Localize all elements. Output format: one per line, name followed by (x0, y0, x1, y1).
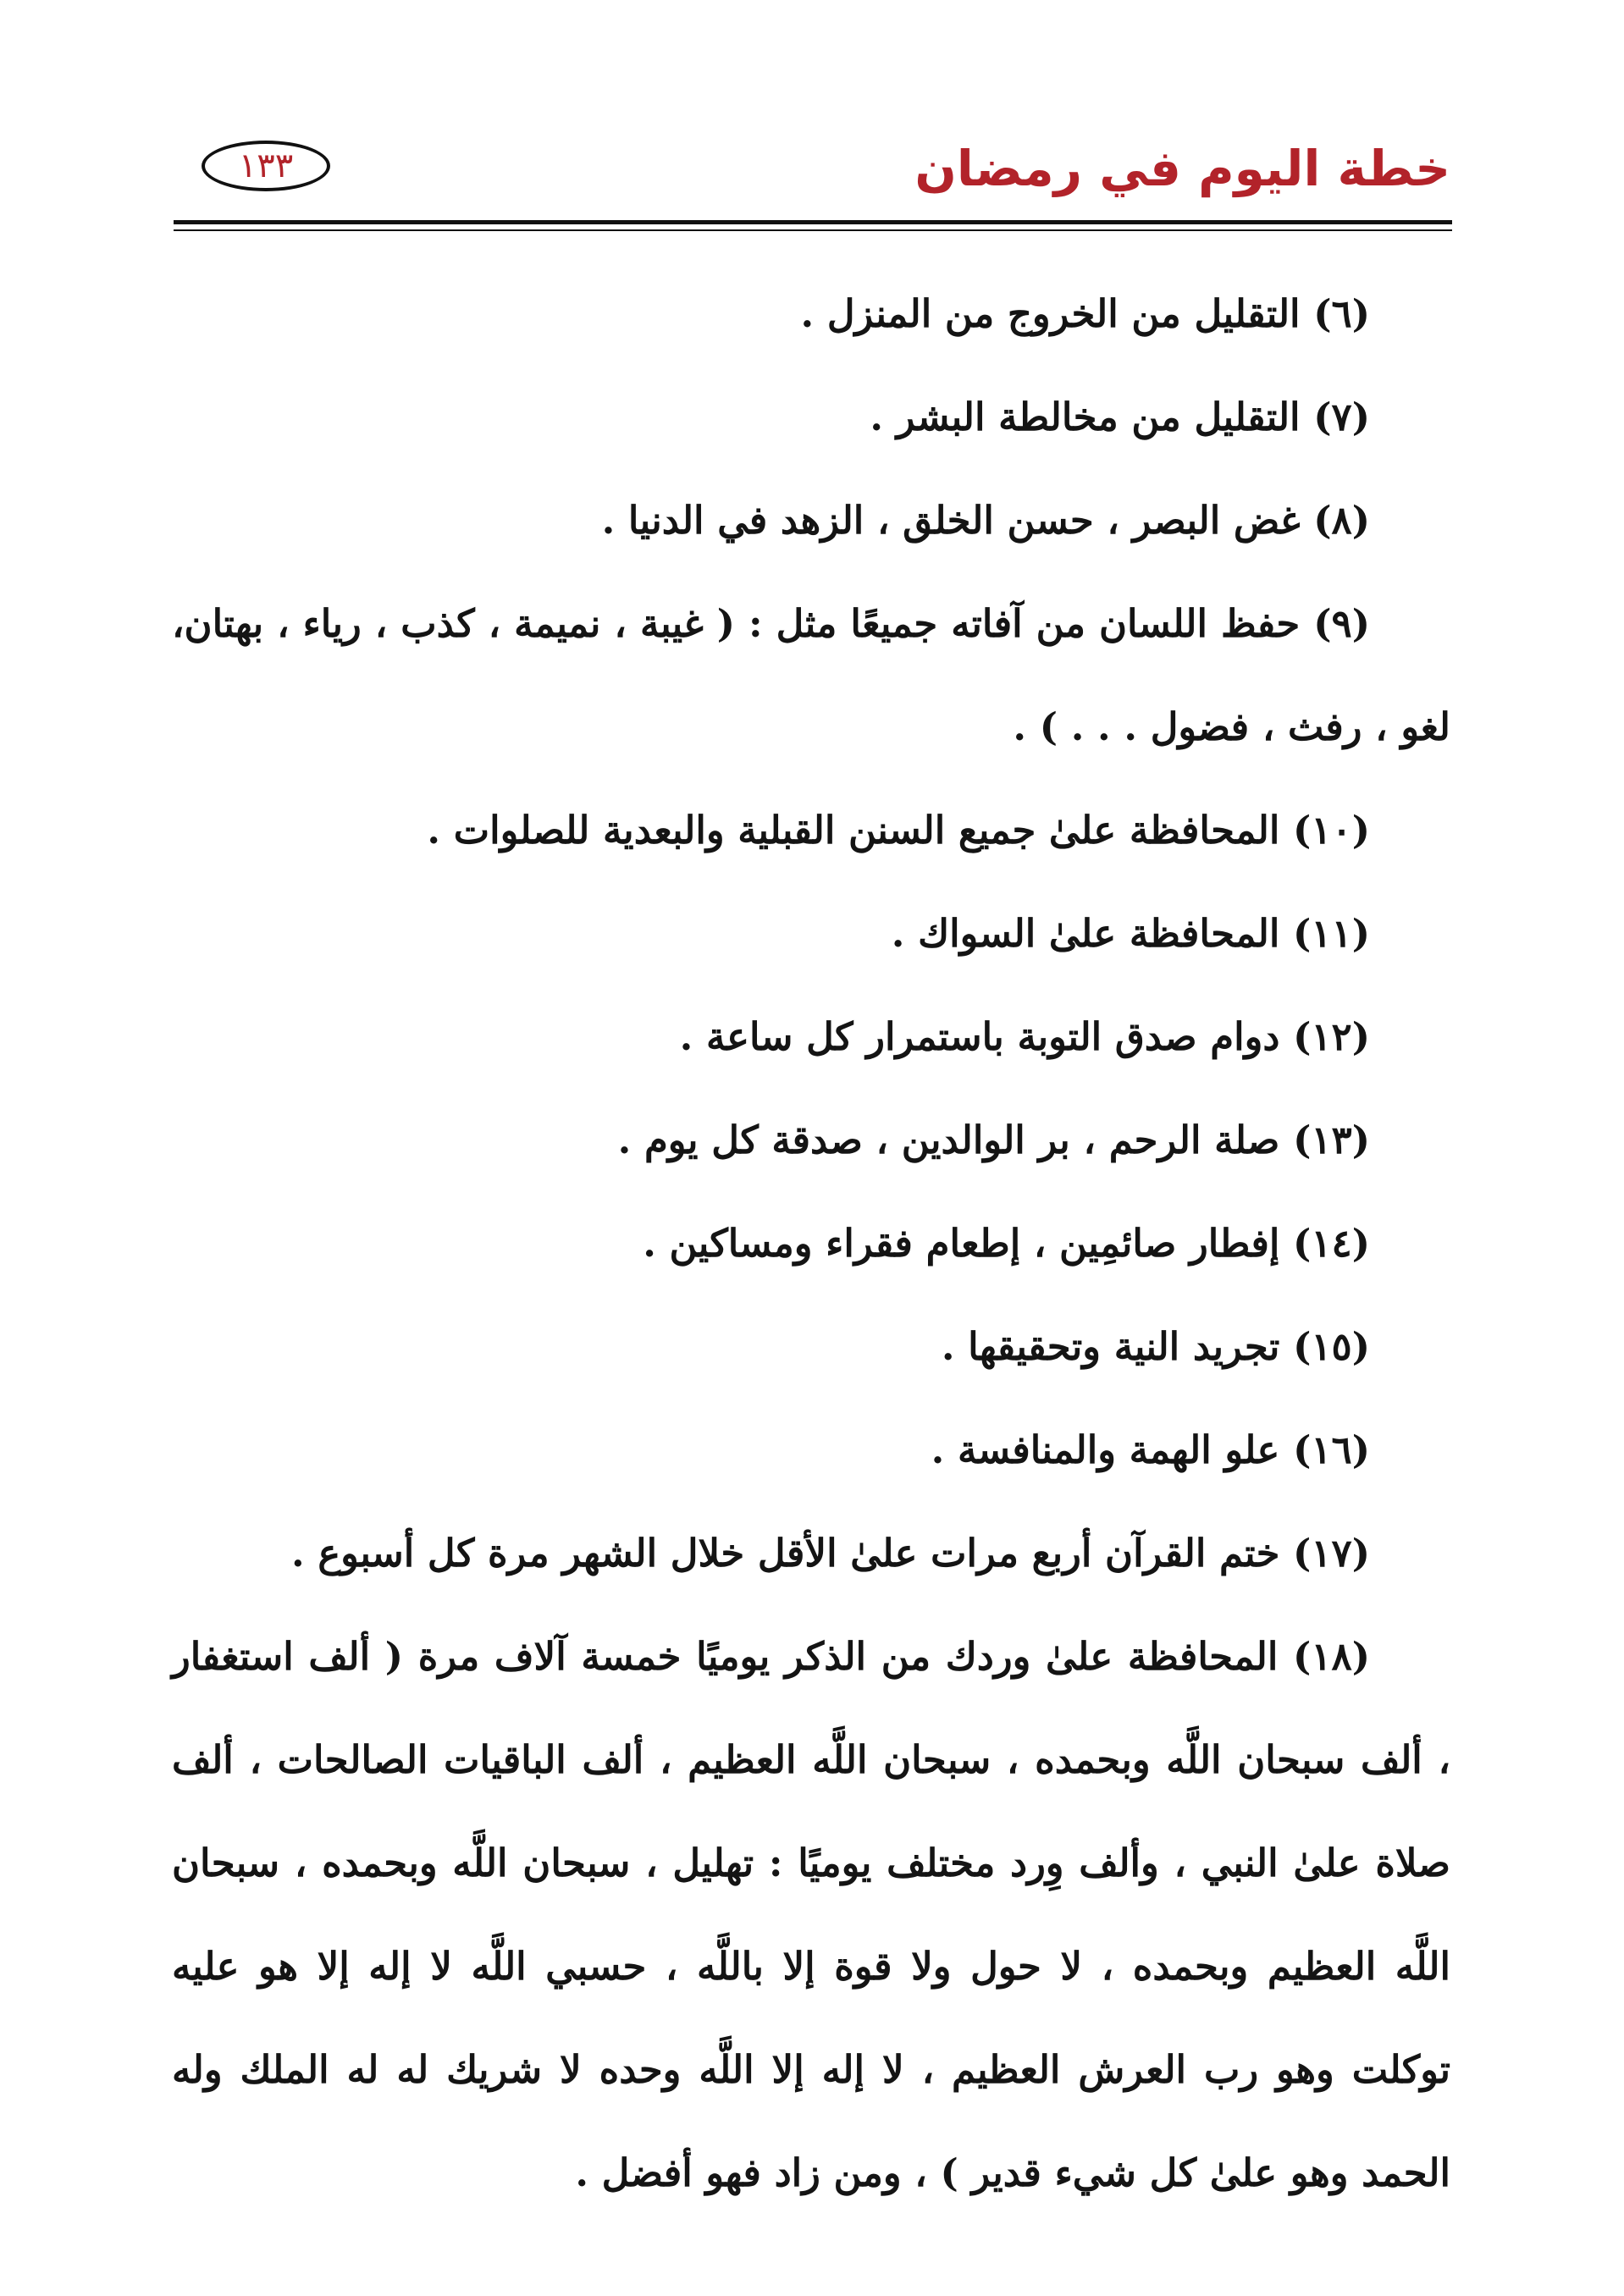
list-item-15: (١٥) تجريد النية وتحقيقها . (941, 1324, 1370, 1369)
page-body (172, 262, 1450, 2225)
list-item-11: (١١) المحافظة علىٰ السواك . (891, 911, 1370, 956)
list-item-8: (٨) غض البصر ، حسن الخلق ، الزهد في الدنيا . (601, 498, 1370, 543)
list-item-9: (٩) حفظ اللسان من آفاته جميعًا مثل : ( غيبة ، نميمة ، كذب ، رياء ، بهتان، لغو ، رفث ، فضول . . . ) . (172, 601, 1450, 749)
list-item-7: (٧) التقليل من مخالطة البشر . (870, 395, 1370, 439)
list-item-12: (١٢) دوام صدق التوبة باستمرار كل ساعة . (679, 1014, 1370, 1059)
list-item-14: (١٤) إفطار صائمِين ، إطعام فقراء ومساكين . (643, 1221, 1370, 1266)
header-rule-thick (174, 220, 1452, 224)
list-item-10: (١٠) المحافظة علىٰ جميع السنن القبلية والبعدية للصلوات . (427, 808, 1370, 853)
header-rule-thin (174, 229, 1452, 231)
page-header (0, 0, 1624, 246)
list-item-16: (١٦) علو الهمة والمنافسة . (931, 1427, 1370, 1472)
list-item-17: (١٧) ختم القرآن أربع مرات علىٰ الأقل خلال الشهر مرة كل أسبوع . (290, 1531, 1370, 1576)
running-title: خطة اليوم في رمضان (914, 140, 1450, 197)
list-item-18: (١٨) المحافظة علىٰ وردك من الذكر يوميًا خمسة آلاف مرة ( ألف استغفار ، ألف سبحان اللَّه وبحمده ، سبحان اللَّه العظيم ، ألف الباقيات الصالحات ، ألف صلاة علىٰ النبي ، وألف وِرد مختلف يوميًا : تهليل ، سبحان اللَّه وبحمده ، سبحان اللَّه العظيم وبحمده ، لا حول ولا قوة إلا باللَّه ، حسبي اللَّه لا إله إلا هو عليه توكلت وهو رب العرش العظيم ، لا إله إلا اللَّه وحده لا شريك له له الملك وله الحمد وهو علىٰ كل شيء قدير ) ، ومن زاد فهو أفضل . (172, 1634, 1450, 2195)
page-number-badge: ١٣٣ (202, 141, 330, 191)
list-item-13: (١٣) صلة الرحم ، بر الوالدين ، صدقة كل يوم . (617, 1118, 1370, 1162)
list-item-6: (٦) التقليل من الخروج من المنزل . (800, 291, 1370, 336)
